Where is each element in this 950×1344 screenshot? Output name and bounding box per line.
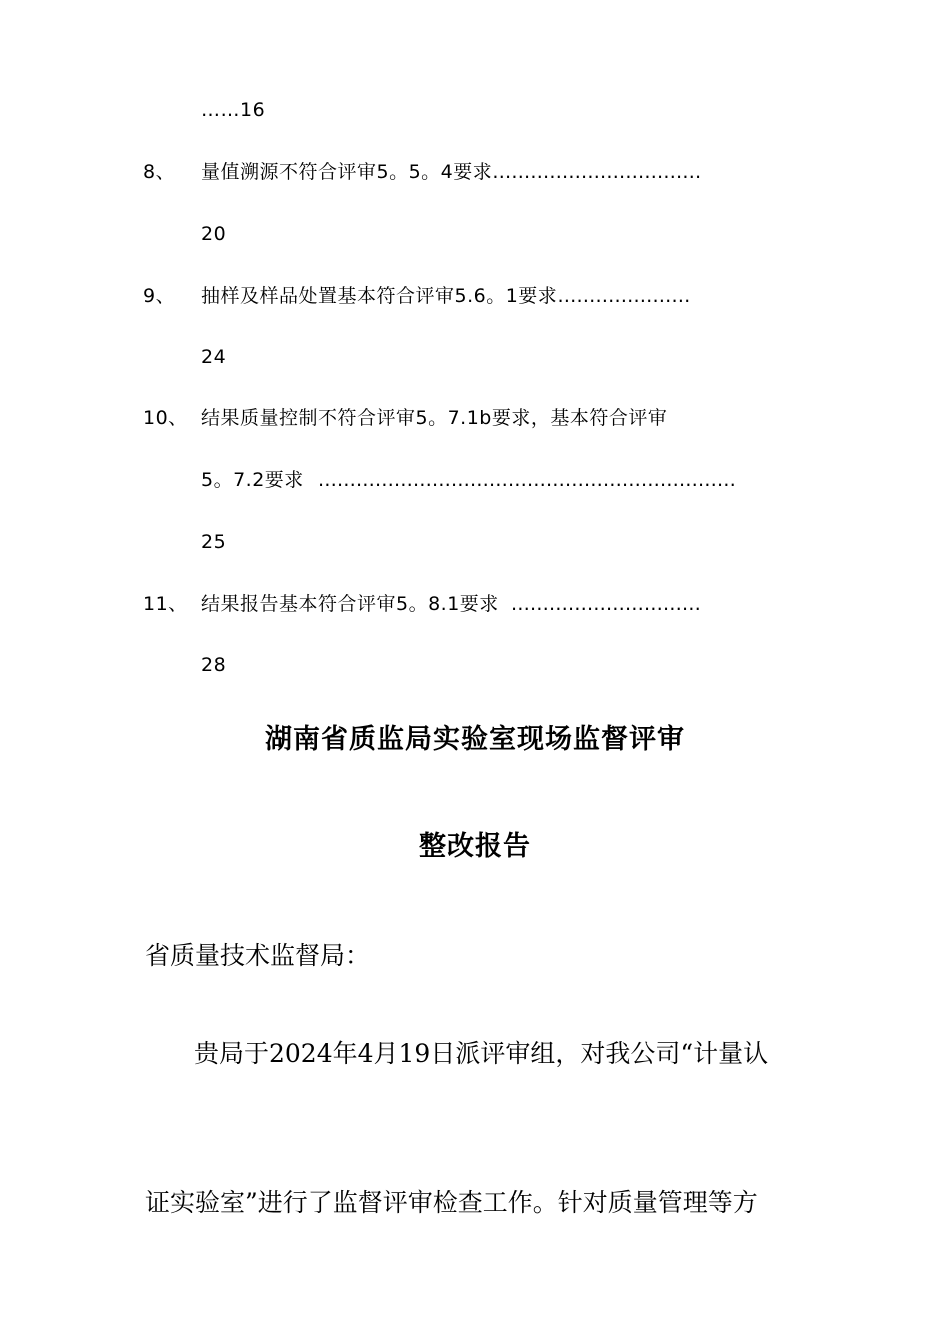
toc-item-leader-dots: ………………………………………………………… xyxy=(317,469,736,491)
toc-item-leader-dots: …………………………… xyxy=(492,161,702,183)
toc-item-page: 20 xyxy=(201,223,227,245)
toc-item-entry xyxy=(201,163,701,182)
toc-item-number: 10、 xyxy=(143,407,188,429)
toc-item-page: 28 xyxy=(201,654,227,676)
salutation: 省质量技术监督局： xyxy=(145,941,371,970)
toc-item-text: 量值溯源不符合评审5。5。4要求 xyxy=(201,161,493,183)
document-title: 湖南省质监局实验室现场监督评审 xyxy=(265,724,685,755)
toc-item-entry-continued xyxy=(201,471,736,490)
toc-continuation-page: ……16 xyxy=(201,99,266,121)
toc-item-page: 24 xyxy=(201,346,227,368)
toc-item-number: 9、 xyxy=(143,285,176,307)
document-subtitle: 整改报告 xyxy=(419,831,531,862)
toc-item-number: 11、 xyxy=(143,593,188,615)
toc-item-leader-dots: ………………………… xyxy=(510,593,701,615)
toc-item-entry xyxy=(201,287,690,306)
paragraph-line-1: 贵局于2024年4月19日派评审组，对我公司“计量认 xyxy=(194,1039,769,1068)
toc-item-text: 结果质量控制不符合评审5。7.1b要求，基本符合评审 xyxy=(201,407,668,429)
toc-item-leader-dots: ………………… xyxy=(557,285,691,307)
toc-item-text: 结果报告基本符合评审5。8.1要求 xyxy=(201,593,499,615)
toc-item-page: 25 xyxy=(201,531,227,553)
toc-item-text-continued: 5。7.2要求 xyxy=(201,469,304,491)
paragraph-line-2: 证实验室”进行了监督评审检查工作。针对质量管理等方 xyxy=(145,1188,758,1217)
toc-item-entry xyxy=(201,595,701,614)
toc-item-text: 抽样及样品处置基本符合评审5.6。1要求 xyxy=(201,285,558,307)
toc-item-number: 8、 xyxy=(143,161,176,183)
